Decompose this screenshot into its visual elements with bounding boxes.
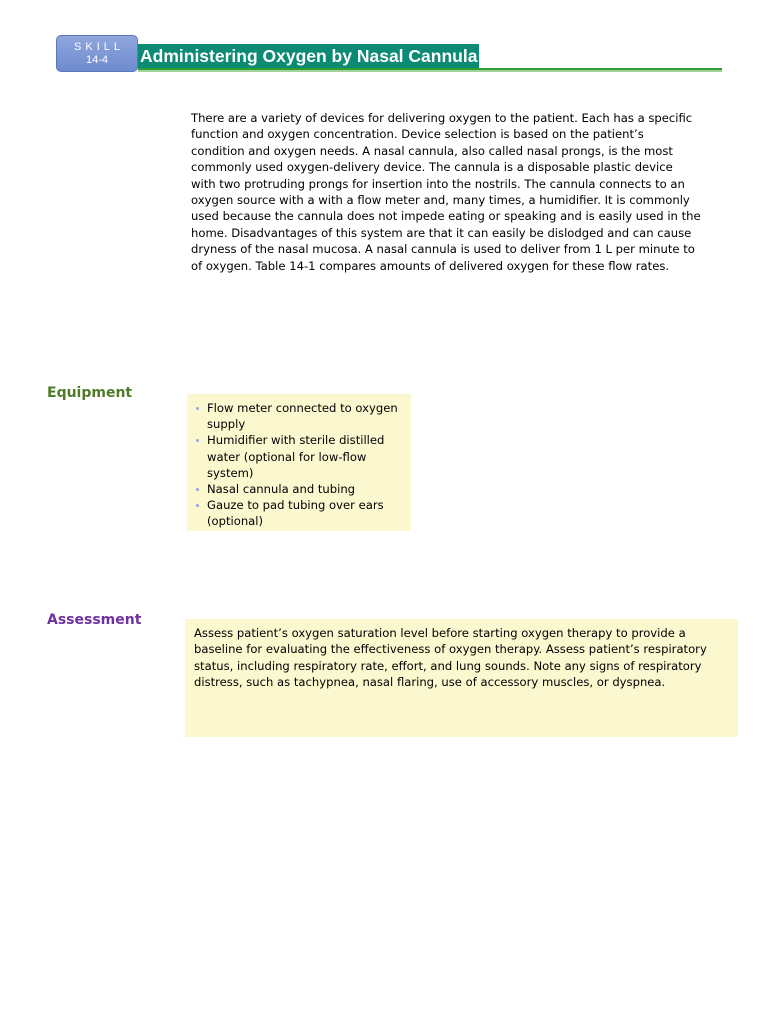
list-item-text: Gauze to pad tubing over ears (optional) — [207, 498, 384, 529]
bullet-icon — [196, 439, 199, 442]
list-item — [193, 497, 405, 529]
equipment-list — [193, 400, 405, 530]
assessment-text: Assess patient’s oxygen saturation level before starting oxygen therapy to provide a baseline for evaluating the effectiveness of oxygen therapy. Assess patient’s respiratory status, including respiratory rate, effort, and lung sounds. Note any signs of respiratory distress, such as tachypnea, nasal flaring, use of accessory muscles, or dyspnea. — [194, 626, 707, 690]
bullet-icon — [196, 407, 199, 410]
list-item-text: Flow meter connected to oxygen supply — [207, 401, 398, 432]
list-item — [193, 481, 405, 497]
skill-label: SKILL — [74, 41, 124, 53]
list-item-text: Nasal cannula and tubing — [207, 482, 356, 497]
skill-number: 14-4 — [85, 54, 109, 66]
list-item — [193, 432, 405, 481]
bullet-icon — [196, 504, 199, 507]
equipment-heading: Equipment — [47, 385, 133, 401]
page-title: Administering Oxygen by Nasal Cannula — [140, 46, 478, 66]
title-underline — [138, 68, 722, 72]
list-item — [193, 400, 405, 432]
bullet-icon — [196, 488, 199, 491]
list-item-text: Humidifier with sterile distilled water (optional for low-flow system) — [207, 433, 385, 480]
intro-paragraph: There are a variety of devices for delivering oxygen to the patient. Each has a specific function and oxygen concentration. Device selection is based on the patient’s condition and oxygen needs. A nasal cannula, also called nasal prongs, is the most commonly used oxygen-delivery device. The cannula is a disposable plastic device with two protruding prongs for insertion into the nostrils. The cannula connects to an oxygen source with a with a flow meter and, many times, a humidifier. It is commonly used because the cannula does not impede eating or speaking and is easily used in the home. Disadvantages of this system are that it can easily be dislodged and can cause dryness of the nasal mucosa. A nasal cannula is used to deliver from 1 L per minute to of oxygen. Table 14-1 compares amounts of delivered oxygen for these flow rates. — [191, 111, 701, 273]
equipment-box — [187, 394, 411, 531]
assessment-heading: Assessment — [47, 612, 142, 628]
assessment-box — [185, 619, 738, 737]
skill-badge — [56, 35, 138, 72]
